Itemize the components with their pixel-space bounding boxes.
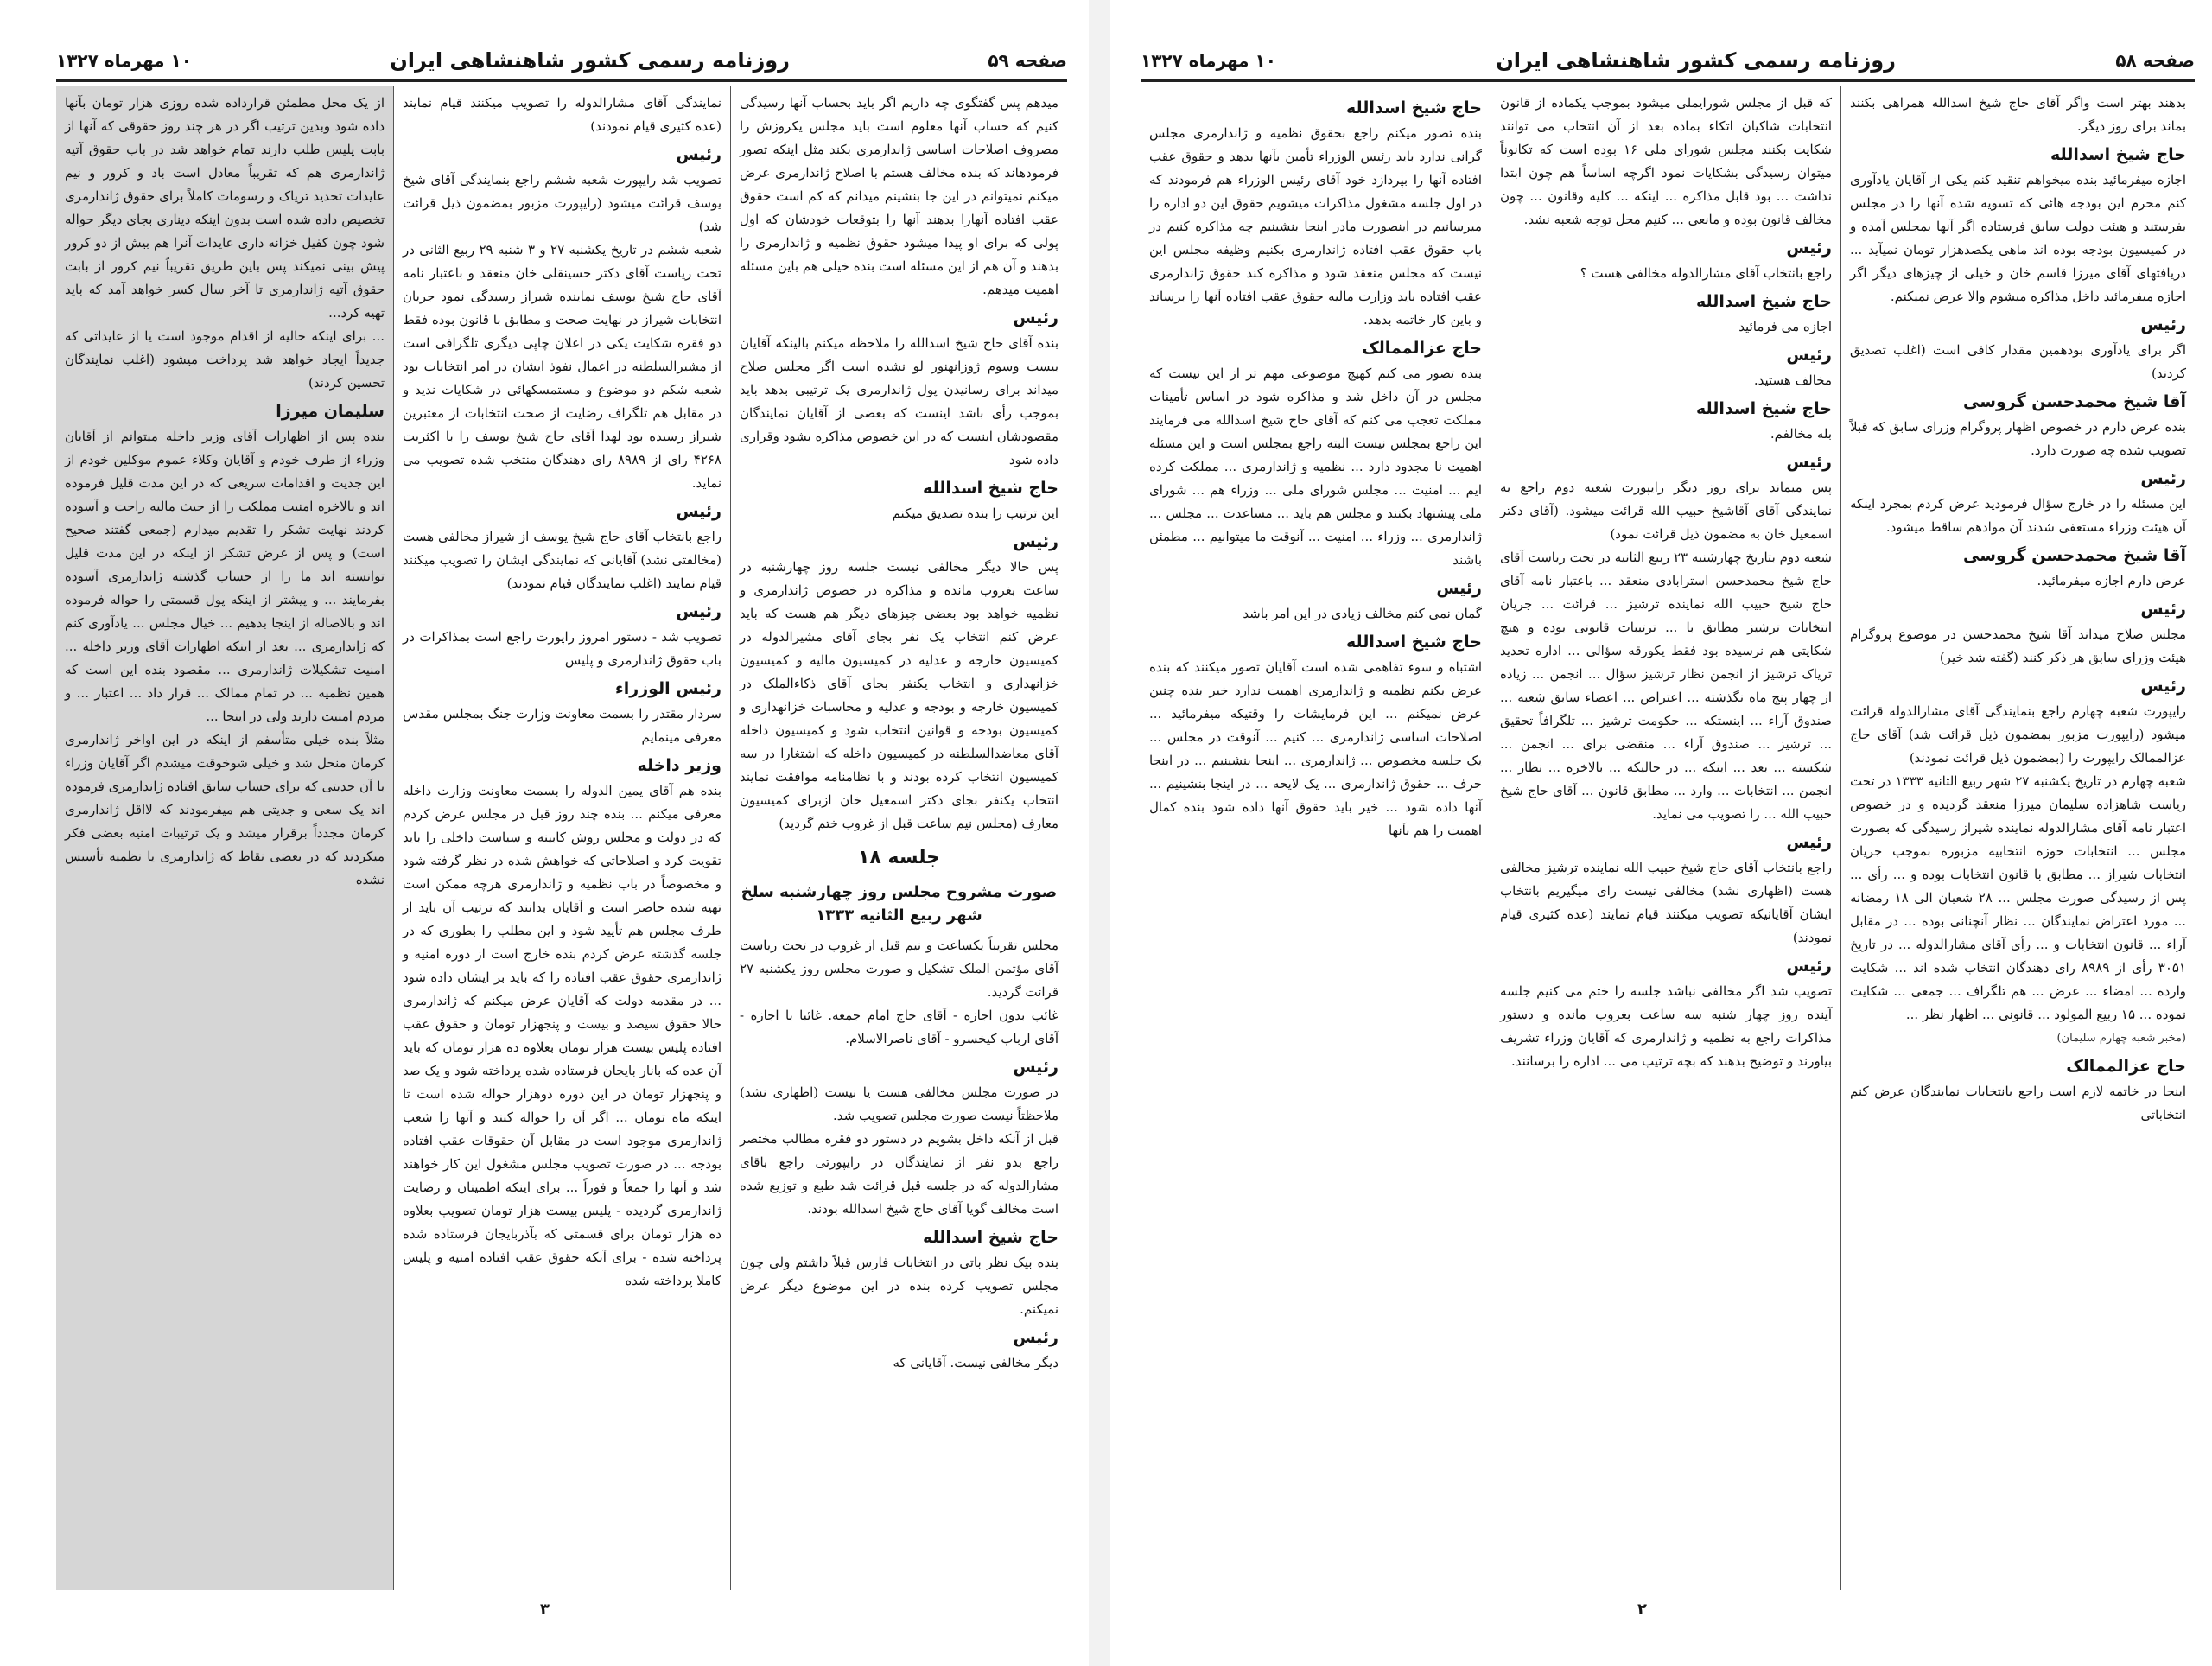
- paragraph: از یک محل مطمئن قرارداده شده روزی هزار تومان بآنها داده شود وبدین ترتیب اگر در هر چند روز حقوقی که آنها از بابت پلیس طلب دارند تمام خواهد شد در باب حقوق آتیه ژاندارمری هم که تقریباً معادل است باد و کرور و نیم عایدات تحدید تریاک و رسومات کاملاً برای حقوق ژاندارمری تخصیص داده شده است بدون اینکه دیناری بجای دیگر حواله شود چون کفیل خزانه داری عایدات آنرا هم بیش از دو کرور پیش بینی نمیکند پس باین طریق تقریباً نیم کرور از بابت حقوق آتیه ژاندارمری تا آخر سال کسر خواهد آمد که باید تهیه کرد...: [65, 95, 385, 321]
- column-right: [730, 86, 1067, 1590]
- speaker-name: سلیمان میرزا: [276, 402, 385, 421]
- page-footer-number: ۳: [540, 1600, 550, 1618]
- paragraph: گمان نمی کنم مخالف زیادی در این امر باشد: [1243, 606, 1482, 621]
- page-number: صفحه ۵۸: [2115, 50, 2195, 71]
- paragraph: پس حالا دیگر مخالفی نیست جلسه روز چهارشنبه در ساعت بغروب مانده و مذاکره در خصوص ژاندارمری و نظمیه خواهد بود بعضی چیزهای دیگر هم هست که باید عرض کنم انتخاب یک نفر بجای آقای مشیرالدوله در کمیسیون خارجه و عدلیه در کمیسیون مالیه و کمیسیون خزانهداری و انتخاب یکنفر بجای آقای ذکاءالملک در کمیسیون خارجه و بودجه و عدلیه و محاسبات خزانهداری و کمیسیون بودجه و قوانین انتخاب شود و کمیسیون داخله آقای معاضدالسلطنه در کمیسیون داخله که اشتغارا در سه کمیسیون انتخاب کرده بودند و با نظامنامه موافقت نمایند انتخاب یکنفر بجای دکتر اسمعیل خان ازبرای کمیسیون معارف (مجلس نیم ساعت قبل از غروب ختم گردید): [740, 559, 1058, 831]
- paragraph: اگر برای یادآوری بودهمین مقدار کافی است (اغلب تصدیق کردند): [1850, 342, 2186, 381]
- paragraph: مجلس تقریباً یکساعت و نیم قبل از غروب در تحت ریاست آقای مؤتمن الملک تشکیل و صورت مجلس روز یکشنبه ۲۷ قرائت گردید.: [740, 938, 1058, 1000]
- column-right: [1840, 86, 2195, 1590]
- speaker-name: حاج شیخ اسدالله: [923, 1228, 1058, 1247]
- paragraph: بنده پس از اظهارات آقای وزیر داخله میتوانم از آقایان وزراء از طرف خودم و آقایان وکلاء عموم موکلین خودم از این جدیت و اقدامات سریعی که در این مدت قلیل فرموده اند و بالاخره امنیت مملکت را از حیث مالیه راحت و آسوده کردند نهایت تشکر را تقدیم میدارم (جمعی گفتند صحیح است) و پس از عرض تشکر از اینکه در این مدت قلیل توانسته اند ما را از حساب گذشته ژاندارمری آسوده بفرمایند ... و پیشتر از اینکه پول قسمتی را حواله فرموده اند و بالاصاله از اینجا بدهیم ... خیال مجلس ... یادآوری کنم که ژاندارمری ... بعد از اینکه اظهارات آقای وزیر داخله ... امنیت تشکیلات ژاندارمری ... مقصود بنده این است که همین نظمیه ... در تمام ممالک ... قرار داد ... اعتبار ... و مردم امنیت دارند ولی در اینجا ...: [65, 429, 385, 724]
- speaker-name: حاج شیخ اسدالله: [1696, 399, 1832, 418]
- paragraph: که قبل از مجلس شورایملی میشود بموجب یکماده از قانون انتخابات شاکیان اتکاء بماده بعد از آن انتخاب می توانند شکایت بکنند مجلس شورای ملی ۱۶ بوده است که تکانوناً میتوان رسیدگی بشکایات نمود اگرچه اساساً هم چون ابتدا نداشت ... بود قابل مذاکره ... اینکه ... کلیه وقانون ... چون مخالف قانون بوده و مانعی ... کنیم محل توجه شعبه نشد.: [1500, 95, 1832, 227]
- paragraph: عرض دارم اجازه میفرمائید.: [2037, 573, 2186, 588]
- paragraph: بنده آقای حاج شیخ اسدالله را ملاحظه میکنم بالینکه آقایان بیست وسوم ژوزانهنور لو نشده است اگر مجلس صلاح میداند برای رسانیدن پول ژاندارمری یک ترتیبی بدهد باید بموجب رأی باشد اینست که بعضی از آقایان نمایندگان مقصودشان اینست که در این خصوص مذاکره بشود وقراری داده شود: [740, 335, 1058, 467]
- speaker-name: رئیس: [2140, 600, 2186, 619]
- paragraph: اینجا در خاتمه لازم است راجع بانتخابات نمایندگان عرض کنم انتخاباتی: [1850, 1084, 2186, 1122]
- paragraph: دیگر مخالفی نیست. آقایانی که: [893, 1355, 1058, 1370]
- paragraph: غائب بدون اجازه - آقای حاج امام جمعه. غائبا با اجازه - آقای ارباب کیخسرو - آقای ناصرالاسلام.: [740, 1008, 1058, 1046]
- paragraph: بنده بیک نظر باتی در انتخابات فارس قبلاً داشتم ولی چون مجلس تصویب کرده بنده در این موضوع دیگر عرض نمیکنم.: [740, 1255, 1058, 1317]
- column-left-shaded: [56, 86, 393, 1590]
- column-middle: [393, 86, 730, 1590]
- speaker-name: حاج عزالممالک: [1362, 339, 1482, 358]
- column-middle: [1491, 86, 1840, 1590]
- issue-date: ۱۰ مهرماه ۱۳۲۷: [1141, 50, 1276, 71]
- speaker-name: رئیس: [1786, 346, 1832, 365]
- paragraph: بنده هم آقای یمین الدوله را بسمت معاونت وزارت داخله معرفی میکنم ... بنده چند روز قبل در مجلس عرض کردم که در دولت و مجلس روش کابینه و سیاست داخلی را باید تقویت کرد و اصلاحاتی که خواهش شده در نظر گرفته شود و مخصوصاً در باب نظمیه و ژاندارمری هرچه ممکن است تهیه شده حاضر است و آقایان بدانند که ترتیب آن باید از طرف مجلس هم تأیید شود و این مطلب را بطوری که در جلسه گذشته عرض کردم بنده خارج است از دوره امنیه و ژاندارمری حقوق عقب افتاده را که باید بر ایشان داده شود ... در مقدمه دولت که آقایان عرض میکنم که ژاندارمری حالا حقوق سیصد و بیست و پنجهزار تومان و حقوق عقب افتاده پلیس بیست هزار تومان بعلاوه ده هزار تومان که باید آن عده که بانار بایجان فرستاده شده پرداخته شود و یک صد و پنجهزار تومان در این دوره دوهزار حواله شده است تا اینکه ماه تومان ... اگر آن را حواله کنند و آنها را شعب ژاندارمری موجود است در مقابل آن حقوقات عقب افتاده بودجه ... در صورت تصویب مجلس مشغول این کار خواهند شد و آنها را جمعاً و فوراً ... برای اینکه اطمینان و رضایت ژاندارمری گردیده - پلیس بیست هزار تومان تصویب بعلاوه ده هزار تومان برای قسمتی که بآذربایجان فرستاده شده پرداخته شده - برای آنکه حقوق عقب افتاده امنیه و پلیس کاملا پرداخته شده: [403, 783, 721, 1288]
- speaker-name: رئیس: [1786, 833, 1832, 852]
- speaker-name: حاج شیخ اسدالله: [2050, 145, 2186, 164]
- paragraph: نمایندگی آقای مشارالدوله را تصویب میکنند قیام نمایند (عده کثیری قیام نمودند): [403, 95, 721, 134]
- page-header: [56, 41, 1067, 79]
- speaker-name: رئیس: [1786, 453, 1832, 472]
- speaker-name: حاج شیخ اسدالله: [1346, 99, 1482, 118]
- speaker-name: رئیس: [1013, 532, 1058, 551]
- header-rule: [56, 79, 1067, 82]
- left-page: [0, 0, 1089, 1666]
- paragraph: پس میماند برای روز دیگر رایپورت شعبه دوم راجع به نمایندگی آقای آقاشیخ حبیب الله قرائت میشود. (آقای دکتر اسمعیل خان به مضمون ذیل قرائت نمود): [1500, 480, 1832, 542]
- speaker-name: رئیس: [1436, 579, 1482, 598]
- paragraph: اجازه می فرمائید: [1738, 319, 1832, 334]
- paragraph: راجع بانتخاب آقای حاج شیخ حبیب الله نماینده ترشیز مخالفی هست (اظهاری نشد) مخالفی نیست رای میگیریم بانتخاب ایشان آقایانیکه تصویب میکنند قیام نمایند (عده کثیری قیام نمودند): [1500, 860, 1832, 945]
- paragraph: اجازه میفرمائید بنده میخواهم تنقید کنم یکی از آقایان یادآوری کنم محرم این بودجه هائی که تسویه شده آنها را در مجلس بفرستند و هیئت دولت سابق فرستاده اگر آنها بمجلس آمده و در کمیسیون بودجه بوده اند ماهی یکصدهزار تومان نمیآید ... دریافتهای آقای میرزا قاسم خان و خیلی از چیزهای دیگر اگر اجازه میفرمائید داخل مذاکره میشوم والا عرض نمیکنم.: [1850, 172, 2186, 304]
- speaker-name: رئیس: [1013, 1328, 1058, 1347]
- paragraph: بنده عرض دارم در خصوص اظهار پروگرام وزرای سابق که قبلاً تصویب شده چه صورت دارد.: [1850, 419, 2186, 458]
- paragraph: شعبه چهارم در تاریخ یکشنبه ۲۷ شهر ربیع الثانیه ۱۳۳۳ در تحت ریاست شاهزاده سلیمان میرزا منعقد گردیده و در خصوص اعتبار نامه آقای مشارالدوله نماینده شیراز رسیدگی که بصورت مجلس ... انتخابات حوزه انتخابیه مزبوره بموجب جریان انتخابات شیراز ... مطابق با قانون انتخابات بوده و ... رأی ... پس از رسیدگی صورت مجلس ... ۲۸ شعبان الی ۱۸ رمضانه ... مورد اعتراض نمایندگان ... نظار آنچنانی بوده ... در مقابل آراء ... قانون انتخابات و ... رأی آقای مشارالدوله ... در تاریخ ۳۰۵۱ رأی از ۸۹۸۹ رای دهندگان انتخاب شده اند ... شکایت وارده ... امضاء ... عرض ... هم تلگراف ... جمعی ... شکایت نموده ... ۱۵ ربیع المولود ... قانونی ... اظهار نظر ...: [1850, 773, 2187, 1022]
- paragraph: ... برای اینکه حالیه از اقدام موجود است یا از عایداتی که جدیداً ایجاد خواهد شد پرداخت میشود (اغلب نمایندگان تحسین کردند): [65, 328, 385, 391]
- paragraph: مخالف هستید.: [1753, 372, 1832, 388]
- speaker-name: رئیس: [1786, 957, 1832, 976]
- speaker-name: رئیس: [2140, 315, 2186, 334]
- speaker-name: آقا شیخ محمدحسن گروسی: [1963, 392, 2186, 411]
- speaker-name: رئیس: [2140, 469, 2186, 488]
- right-page: [1110, 0, 2212, 1666]
- speaker-name: رئیس الوزراء: [615, 679, 721, 698]
- paragraph: این مسئله را در خارج سؤال فرمودید عرض کردم بمجرد اینکه آن هیئت وزراء مستعفی شدند آن موادهم ساقط میشود.: [1850, 496, 2186, 535]
- paragraph: بدهند بهتر است واگر آقای حاج شیخ اسدالله همراهی بکنند بماند برای روز دیگر.: [1850, 95, 2186, 134]
- paragraph: تصویب شد اگر مخالفی نباشد جلسه را ختم می کنیم جلسه آینده روز چهار شنبه سه ساعت بغروب مانده و دستور مذاکرات راجع به نظمیه و ژاندارمری که آقایان وزراء تشریف بیاورند و توضیح بدهند که بچه ترتیب می ... اداره را برسانند.: [1500, 983, 1832, 1069]
- speaker-name: حاج شیخ اسدالله: [1696, 292, 1832, 311]
- paragraph: مثلاً بنده خیلی متأسفم از اینکه در این اواخر ژاندارمری کرمان منحل شد و خیلی شوخوقت میشدم اگر آقایان وزراء با آن جدیتی که برای حساب سابق افتاده ژاندارمری فرموده اند یک سعی و جدیتی هم میفرمودند که لااقل ژاندارمری کرمان مجدداً برقرار میشد و یک ترتیبات امنیه بعضی فکر میکردند که در بعضی نقاط که ژاندارمری یا نظمیه تأسیس نشده: [65, 732, 385, 887]
- session-subheading: صورت مشروح مجلس روز چهارشنبه سلخ شهر ربیع الثانیه ۱۳۳۳: [741, 883, 1058, 925]
- paragraph: تصویب شد - دستور امروز راپورت راجع است بمذاکرات در باب حقوق ژاندارمری و پلیس: [403, 629, 721, 668]
- paragraph: مجلس صلاح میداند آقا شیخ محمدحسن در موضوع پروگرام هیئت وزرای سابق هر ذکر کنند (گفته شد خیر): [1850, 626, 2186, 665]
- speaker-name: حاج شیخ اسدالله: [1346, 633, 1482, 652]
- page-number: صفحه ۵۹: [988, 50, 1067, 71]
- paragraph: بله مخالفم.: [1770, 426, 1832, 442]
- speaker-name: رئیس: [1013, 308, 1058, 327]
- page-header: [1141, 41, 2195, 79]
- speaker-name: حاج شیخ اسدالله: [923, 479, 1058, 498]
- paragraph: بنده تصور می کنم کهیچ موضوعی مهم تر از این نیست که مجلس در آن داخل شد و مذاکره شود در اساس تأمینات مملکت تعجب می کنم که آقای حاج شیخ اسدالله می فرمایند این راجع بمجلس نیست البته راجع بمجلس است و این مسئله اهمیت نا مجدود دارد ... نظمیه و ژاندارمری ... مملکت کرده ایم ... امنیت ... مجلس شورای ملی ... وزراء هم ... شورای ملی پیشنهاد بکنند و مجلس هم باید ... مساعدت ... مجلس ... ژاندارمری ... وزراء ... امنیت ... آنوقت ما میتوانیم ... مطمئن باشند: [1149, 366, 1482, 568]
- speaker-name: رئیس: [1013, 1058, 1058, 1077]
- issue-date: ۱۰ مهرماه ۱۳۲۷: [56, 50, 192, 71]
- column-left: [1141, 86, 1491, 1590]
- page-footer-number: ۲: [1637, 1600, 1647, 1618]
- reporter-note: (مخبر شعبه چهارم سلیمان): [2056, 1032, 2186, 1045]
- newspaper-title: روزنامه رسمی کشور شاهنشاهی ایران: [1496, 48, 1896, 73]
- paragraph: شعبه ششم در تاریخ یکشنبه ۲۷ و ۳ شنبه ۲۹ ربیع الثانی در تحت ریاست آقای دکتر حسینقلی خان منعقد و باعتبار نامه آقای حاج شیخ یوسف نماینده شیراز رسیدگی نمود جریان انتخابات شیراز در نهایت صحت و مطابق با قانون بوده فقط دو فقره شکایت یکی در اعلان چاپی دیگری تلگرافی است از مشیرالسلطنه در اعمال نفوذ ایشان در امر انتخابات بود شعبه شکم دو موضوع و مستمسکهائی در شکایات ندید و در مقابل هم تلگراف رضایت از صحت انتخابات از معتبرین شیراز رسیده بود لهذا آقای حاج شیخ یوسف را با اکثریت ۴۲۶۸ رای از ۸۹۸۹ رای دهندگان منتخب شده تصویب می نماید.: [403, 242, 722, 491]
- paragraph: شعبه دوم بتاریخ چهارشنبه ۲۳ ربیع الثانیه در تحت ریاست آقای حاج شیخ محمدحسن استرابادی منعقد ... باعتبار نامه آقای حاج شیخ حبیب الله نماینده ترشیز ... قرائت ... جریان انتخابات ترشیز مطابق با ... ترتیبات قانونی بوده و هیچ شکایتی هم نرسیده بود فقط یکورقه سؤالی ... اداره تحدید تریاک ترشیز از انجمن نظار ترشیز سؤال ... انجمن ... زیاده از چهار پنج ماه نگذشته ... اعتراض ... اعضاء سابق شعبه ... صندوق آراء ... اینستکه ... حکومت ترشیز ... تلگرافاً تحقیق ... ترشیز ... صندوق آراء ... منقضی برای ... انجمن ... شکسته ... بعد ... اینکه ... در حالیکه ... بالاخره ... نظار ... انجمن ... انتخابات ... وارد ... مطابق قانون ... آقای حاج شیخ حبیب الله ... را تصویب می نماید.: [1500, 550, 1832, 822]
- page-gutter: [1089, 0, 1110, 1666]
- speaker-name: رئیس: [676, 145, 721, 164]
- speaker-name: وزیر داخله: [637, 756, 721, 775]
- paragraph: بنده تصور میکنم راجع بحقوق نظمیه و ژاندارمری مجلس گرانی ندارد باید رئیس الوزراء تأمین بآنها بدهد و حقوق عقب افتاده آنها را بپردازد خود آقای رئیس الوزراء هم فرمودند که در اول جلسه مشغول مذاکرات میشویم حقوق این دو اداره را میرسانیم در اینصورت مادر اینجا بنشینیم چه مذاکره کنیم در باب حقوق عقب افتاده ژاندارمری بکنیم وظیفه مجلس این نیست که مجلس منعقد شود و مذاکره کند حقوق ژاندارمری عقب افتاده باید وزارت مالیه حقوق عقب افتاده آنها را برساند و باین کار خاتمه بدهد.: [1149, 125, 1482, 327]
- paragraph: رایپورت شعبه چهارم راجع بنمایندگی آقای مشارالدوله قرائت میشود (رایپورت مزبور بمضمون ذیل قرائت شد) آقای حاج عزالممالک رایپورت را (بمضمون ذیل قرائت نمودند): [1850, 703, 2186, 766]
- paragraph: سردار مقتدر را بسمت معاونت وزارت جنگ بمجلس مقدس معرفی مینمایم: [403, 706, 721, 745]
- paragraph: در صورت مجلس مخالفی هست یا نیست (اظهاری نشد) ملاحظتاً نیست صورت مجلس تصویب شد.: [740, 1084, 1058, 1123]
- session-heading: جلسه ۱۸: [857, 847, 941, 868]
- paragraph: اشتباه و سوء تفاهمی شده است آقایان تصور میکنند که بنده عرض بکنم نظمیه و ژاندارمری اهمیت ندارد خیر بنده چنین عرض نمیکنم ... این فرمایشات را وقتیکه میفرمائید ... اصلاحات اساسی ژاندارمری ... کنیم ... آنوقت در مجلس ... یک جلسه مخصوص ... ژاندارمری ... اینجا بنشینیم ... در اینجا حرف ... حقوق ژاندارمری ... یک لایحه ... در اینجا بنشینیم ... آنها داده شود ... خیر باید حقوق آنها داده شود بنده کمال اهمیت را هم بآنها: [1149, 659, 1482, 838]
- speaker-name: حاج عزالممالک: [2066, 1057, 2186, 1076]
- speaker-name: رئیس: [676, 602, 721, 621]
- paragraph: راجع بانتخاب آقای مشارالدوله مخالفی هست ؟: [1580, 265, 1832, 281]
- paragraph: راجع بانتخاب آقای حاج شیخ یوسف از شیراز مخالفی هست (مخالفتی نشد) آقایانی که نمایندگی ایشان را تصویب میکنند قیام نمایند (اغلب نمایندگان قیام نمودند): [403, 529, 721, 591]
- speaker-name: آقا شیخ محمدحسن گروسی: [1963, 546, 2186, 565]
- paragraph: میدهم پس گفتگوی چه داریم اگر باید بحساب آنها رسیدگی کنیم که حساب آنها معلوم است باید مجلس یکروزش را مصروف اصلاحات اساسی ژاندارمری بکند مثل اینکه تصور فرمودهاند که بنده مخالف هستم با اصلاح ژاندارمری عرض میکنم نمیتوانم در این جا بنشینم میدانم که کم است حقوق عقب افتاده آنهارا بدهند آنها را بتوقعات خودشان که اول پولی که برای او پیدا میشود حقوق نظمیه و ژاندارمری را بدهند و آن هم از این مسئله است بنده خیلی هم باین مسئله اهمیت میدهم.: [740, 95, 1058, 297]
- paragraph: تصویب شد رایپورت شعبه ششم راجع بنمایندگی آقای شیخ یوسف قرائت میشود (رایپورت مزبور بمضمون ذیل قرائت شد): [403, 172, 721, 234]
- speaker-name: رئیس: [676, 502, 721, 521]
- speaker-name: رئیس: [1786, 238, 1832, 258]
- header-rule: [1141, 79, 2195, 82]
- newspaper-title: روزنامه رسمی کشور شاهنشاهی ایران: [390, 48, 790, 73]
- paragraph: این ترتیب را بنده تصدیق میکنم: [892, 506, 1058, 521]
- speaker-name: رئیس: [2140, 677, 2186, 696]
- paragraph: قبل از آنکه داخل بشویم در دستور دو فقره مطالب مختصر راجع بدو نفر از نمایندگان در رایپورتی راجع باقای مشارالدوله که در جلسه قبل قرائت شد طبع و توزیع شده است مخالف گویا آقای حاج شیخ اسدالله بودند.: [740, 1131, 1058, 1217]
